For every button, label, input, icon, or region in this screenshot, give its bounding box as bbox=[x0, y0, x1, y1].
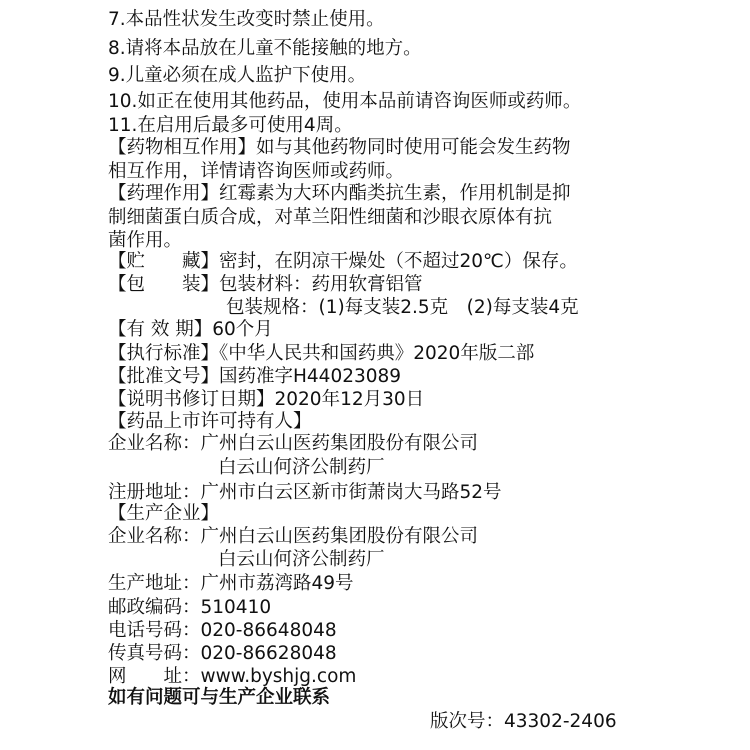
mah-heading: 【药品上市许可持有人】 bbox=[108, 411, 312, 432]
drug-interaction-line-1: 【药物相互作用】如与其他药物同时使用可能会发生药物 bbox=[108, 137, 571, 158]
manufacturer-company-name: 企业名称：广州白云山医药集团股份有限公司 bbox=[108, 526, 479, 547]
packaging-spec: 包装规格：(1)每支装2.5克 (2)每支装4克 bbox=[226, 297, 579, 318]
pharmacology-line-2: 制细菌蛋白质合成，对革兰阳性细菌和沙眼衣原体有抗 bbox=[108, 207, 553, 228]
mah-registered-address: 注册地址：广州市白云区新市街萧岗大马路52号 bbox=[108, 482, 502, 503]
postal-code: 邮政编码：510410 bbox=[108, 597, 272, 618]
manufacturer-heading: 【生产企业】 bbox=[108, 503, 220, 524]
standard: 【执行标准】《中华人民共和国药典》2020年版二部 bbox=[108, 343, 535, 364]
manufacturer-company-name-2: 白云山何济公制药厂 bbox=[218, 549, 385, 570]
contact-note: 如有问题可与生产企业联系 bbox=[108, 687, 331, 708]
website: 网 址：www.byshjg.com bbox=[108, 666, 357, 687]
warning-8: 8.请将本品放在儿童不能接触的地方。 bbox=[108, 38, 422, 59]
pharmacology-line-3: 菌作用。 bbox=[108, 230, 183, 251]
drug-interaction-line-2: 相互作用，详情请咨询医师或药师。 bbox=[108, 161, 405, 182]
mah-company-name: 企业名称：广州白云山医药集团股份有限公司 bbox=[108, 433, 479, 454]
approval-number: 【批准文号】国药准字H44023089 bbox=[108, 366, 402, 387]
storage: 【贮 藏】密封，在阴凉干燥处（不超过20℃）保存。 bbox=[108, 251, 578, 272]
revision-date: 【说明书修订日期】2020年12月30日 bbox=[108, 389, 425, 410]
shelf-life: 【有 效 期】60个月 bbox=[108, 319, 273, 340]
phone-number: 电话号码：020-86648048 bbox=[108, 620, 337, 641]
warning-11: 11.在启用后最多可使用4周。 bbox=[108, 115, 353, 136]
pharmacology-line-1: 【药理作用】红霉素为大环内酯类抗生素，作用机制是抑 bbox=[108, 183, 571, 204]
production-address: 生产地址：广州市荔湾路49号 bbox=[108, 573, 354, 594]
fax-number: 传真号码：020-86628048 bbox=[108, 643, 337, 664]
version-number: 版次号：43302-2406 bbox=[430, 711, 617, 732]
warning-7: 7.本品性状发生改变时禁止使用。 bbox=[108, 9, 385, 30]
mah-company-name-2: 白云山何济公制药厂 bbox=[218, 457, 385, 478]
warning-10: 10.如正在使用其他药品，使用本品前请咨询医师或药师。 bbox=[108, 91, 582, 112]
warning-9: 9.儿童必须在成人监护下使用。 bbox=[108, 65, 367, 86]
packaging-material: 【包 装】包装材料：药用软膏铝管 bbox=[108, 274, 423, 295]
